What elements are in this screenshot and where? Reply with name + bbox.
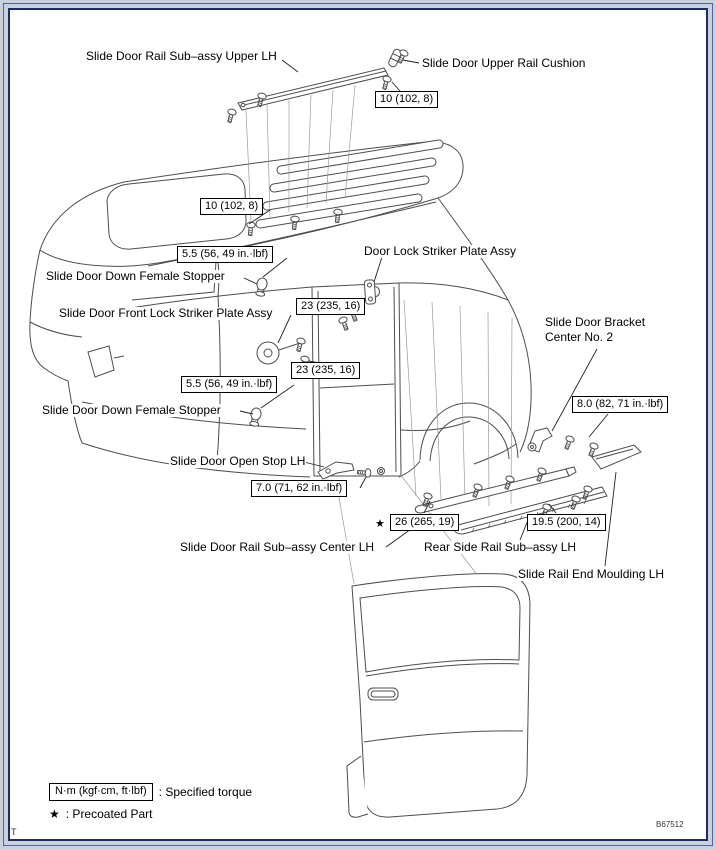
fasteners bbox=[225, 49, 599, 519]
projection-lines bbox=[246, 85, 512, 584]
down-stopper-icon bbox=[249, 407, 262, 427]
torque-stopper-bottom: 5.5 (56, 49 in.·lbf) bbox=[181, 376, 277, 393]
precoated-star-icon: ★ bbox=[375, 518, 385, 530]
roof-ribs bbox=[260, 144, 439, 224]
label-bracket-line1: Slide Door Bracket bbox=[545, 315, 646, 329]
label-rear-side-rail: Rear Side Rail Sub–assy LH bbox=[424, 540, 577, 554]
legend-precoat-desc: : Precoated Part bbox=[65, 807, 153, 821]
end-moulding-drawing bbox=[592, 445, 641, 469]
door-lock-striker-drawing bbox=[364, 279, 380, 304]
label-down-stopper-bottom: Slide Door Down Female Stopper bbox=[42, 403, 221, 417]
label-bracket-center bbox=[544, 315, 646, 345]
bolt-icon bbox=[380, 75, 392, 90]
torque-striker-top: 23 (235, 16) bbox=[296, 298, 365, 315]
torque-rear-rail: 19.5 (200, 14) bbox=[527, 514, 606, 531]
front-lock-striker-drawing bbox=[257, 342, 300, 364]
torque-striker-bottom: 23 (235, 16) bbox=[291, 362, 360, 379]
bolt-icon bbox=[225, 108, 237, 123]
torque-center-rail: 26 (265, 19) bbox=[390, 514, 459, 531]
door-handle bbox=[368, 688, 398, 700]
label-rail-center: Slide Door Rail Sub–assy Center LH bbox=[180, 540, 375, 554]
corner-mark: T bbox=[11, 827, 17, 837]
torque-stopper-top: 5.5 (56, 49 in.·lbf) bbox=[177, 246, 273, 263]
bolt-icon bbox=[586, 442, 598, 457]
torque-open-stop: 7.0 (71, 62 in.·lbf) bbox=[251, 480, 347, 497]
figure-code: B67512 bbox=[656, 820, 684, 829]
label-end-moulding: Slide Rail End Moulding LH bbox=[518, 567, 665, 581]
bolt-icon bbox=[246, 222, 256, 236]
legend-star-icon: ★ bbox=[49, 807, 60, 821]
label-door-lock-striker: Door Lock Striker Plate Assy bbox=[364, 244, 517, 258]
slide-door-drawing bbox=[347, 574, 530, 818]
washer-icon bbox=[378, 468, 385, 475]
legend-torque-unit-box: N·m (kgf·cm, ft·lbf) bbox=[49, 783, 153, 801]
legend bbox=[49, 783, 252, 827]
down-stopper-icon bbox=[255, 277, 268, 297]
bolt-icon bbox=[562, 435, 574, 450]
bracket-center-drawing bbox=[528, 428, 552, 452]
label-upper-rail: Slide Door Rail Sub–assy Upper LH bbox=[86, 49, 277, 63]
torque-upper-rail-bolt: 10 (102, 8) bbox=[200, 198, 263, 215]
label-bracket-line2: Center No. 2 bbox=[545, 330, 614, 344]
label-down-stopper-top: Slide Door Down Female Stopper bbox=[46, 269, 225, 283]
torque-bracket: 8.0 (82, 71 in.·lbf) bbox=[572, 396, 668, 413]
legend-torque-desc: : Specified torque bbox=[158, 785, 253, 799]
label-front-lock-striker: Slide Door Front Lock Striker Plate Assy bbox=[59, 306, 273, 320]
label-open-stop: Slide Door Open Stop LH bbox=[170, 454, 306, 468]
bolt-icon bbox=[338, 316, 350, 331]
label-upper-cushion: Slide Door Upper Rail Cushion bbox=[422, 56, 586, 70]
torque-upper-cushion-bolt: 10 (102, 8) bbox=[375, 91, 438, 108]
